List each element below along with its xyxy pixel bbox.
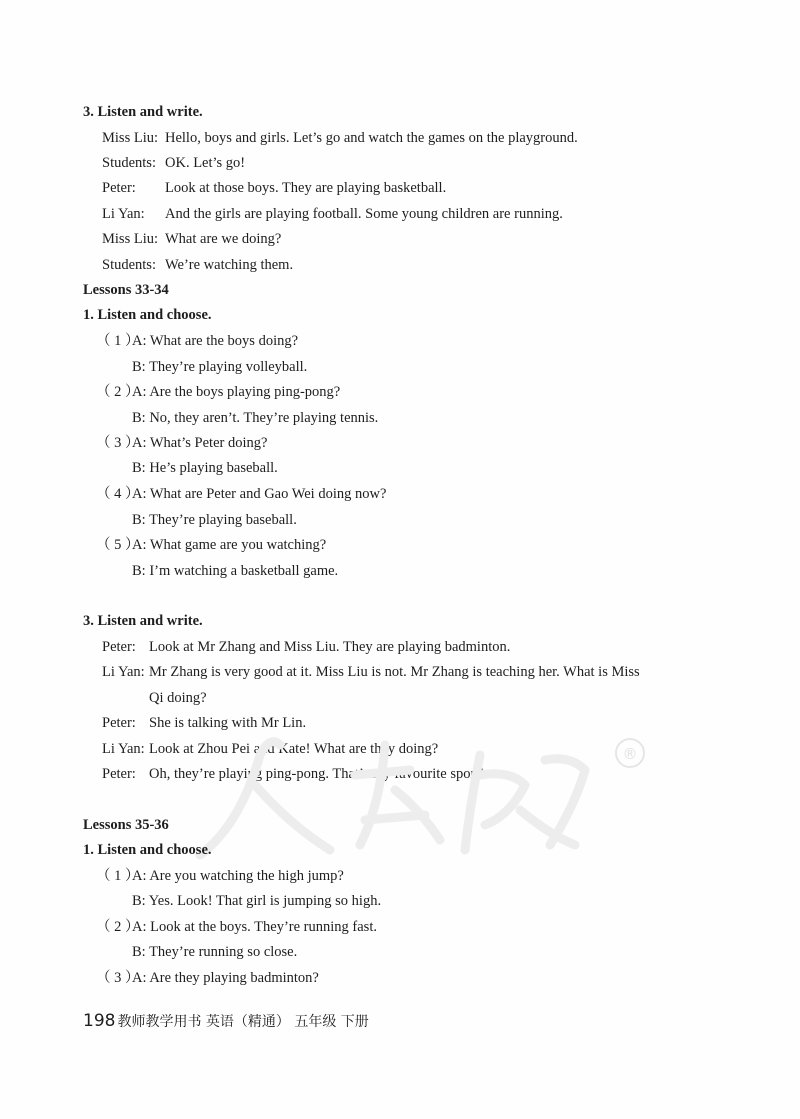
question-line: A: What are Peter and Gao Wei doing now? [132,486,387,502]
speaker-label: Students: [102,155,156,171]
lesson-title: Lessons 33-34 [83,282,169,298]
question-line: A: What game are you watching? [132,537,327,553]
question-line: A: Are the boys playing ping-pong? [132,384,341,400]
speaker-label: Peter: [102,180,136,196]
answer-line: B: They’re playing baseball. [132,512,297,528]
speaker-label: Peter: [102,639,136,655]
item-number: （ 2 ） [96,384,140,400]
page-footer [83,1011,369,1032]
speaker-label: Li Yan: [102,664,145,680]
item-number: （ 2 ） [96,919,140,935]
dialogue-text: Look at Mr Zhang and Miss Liu. They are playing badminton. [149,639,511,655]
page-number: 198 [83,1011,116,1031]
question-line: A: What’s Peter doing? [132,435,268,451]
dialogue-text: Hello, boys and girls. Let’s go and watch the games on the playground. [165,130,578,146]
dialogue-text: She is talking with Mr Lin. [149,715,307,731]
question-line: A: Are they playing badminton? [132,970,319,986]
dialogue-text: Oh, they’re playing ping-pong. That’s my favourite sport! [149,766,485,782]
dialogue-text: Look at those boys. They are playing basketball. [165,180,447,196]
speaker-label: Li Yan: [102,741,145,757]
answer-line: B: He’s playing baseball. [132,460,278,476]
lesson-title: Lessons 35-36 [83,817,169,833]
speaker-label: Students: [102,257,156,273]
item-number: （ 3 ） [96,435,140,451]
dialogue-text: And the girls are playing football. Some young children are running. [165,206,563,222]
dialogue-text: Mr Zhang is very good at it. Miss Liu is not. Mr Zhang is teaching her. What is Miss [149,664,640,680]
dialogue-continuation: Qi doing? [149,690,207,706]
item-number: （ 1 ） [96,868,140,884]
section-heading: 3. Listen and write. [83,104,203,120]
speaker-label: Peter: [102,766,136,782]
section-heading: 1. Listen and choose. [83,842,212,858]
speaker-label: Miss Liu: [102,231,158,247]
item-number: （ 3 ） [96,970,140,986]
dialogue-text: What are we doing? [165,231,282,247]
publisher-watermark-logo [180,715,650,865]
answer-line: B: No, they aren’t. They’re playing tennis. [132,410,379,426]
item-number: （ 5 ） [96,537,140,553]
speaker-label: Peter: [102,715,136,731]
question-line: A: Look at the boys. They’re running fast. [132,919,377,935]
item-number: （ 4 ） [96,486,140,502]
speaker-label: Miss Liu: [102,130,158,146]
section-heading: 1. Listen and choose. [83,307,212,323]
question-line: A: Are you watching the high jump? [132,868,344,884]
question-line: A: What are the boys doing? [132,333,299,349]
registered-mark: ® [622,745,638,763]
answer-line: B: Yes. Look! That girl is jumping so high. [132,893,382,909]
book-title: 教师教学用书 英语（精通） 五年级 下册 [117,1014,369,1030]
dialogue-text: We’re watching them. [165,257,294,273]
speaker-label: Li Yan: [102,206,145,222]
item-number: （ 1 ） [96,333,140,349]
answer-line: B: They’re playing volleyball. [132,359,308,375]
dialogue-text: Look at Zhou Pei and Kate! What are they doing? [149,741,439,757]
section-heading: 3. Listen and write. [83,613,203,629]
answer-line: B: I’m watching a basketball game. [132,563,339,579]
dialogue-text: OK. Let’s go! [165,155,246,171]
answer-line: B: They’re running so close. [132,944,298,960]
